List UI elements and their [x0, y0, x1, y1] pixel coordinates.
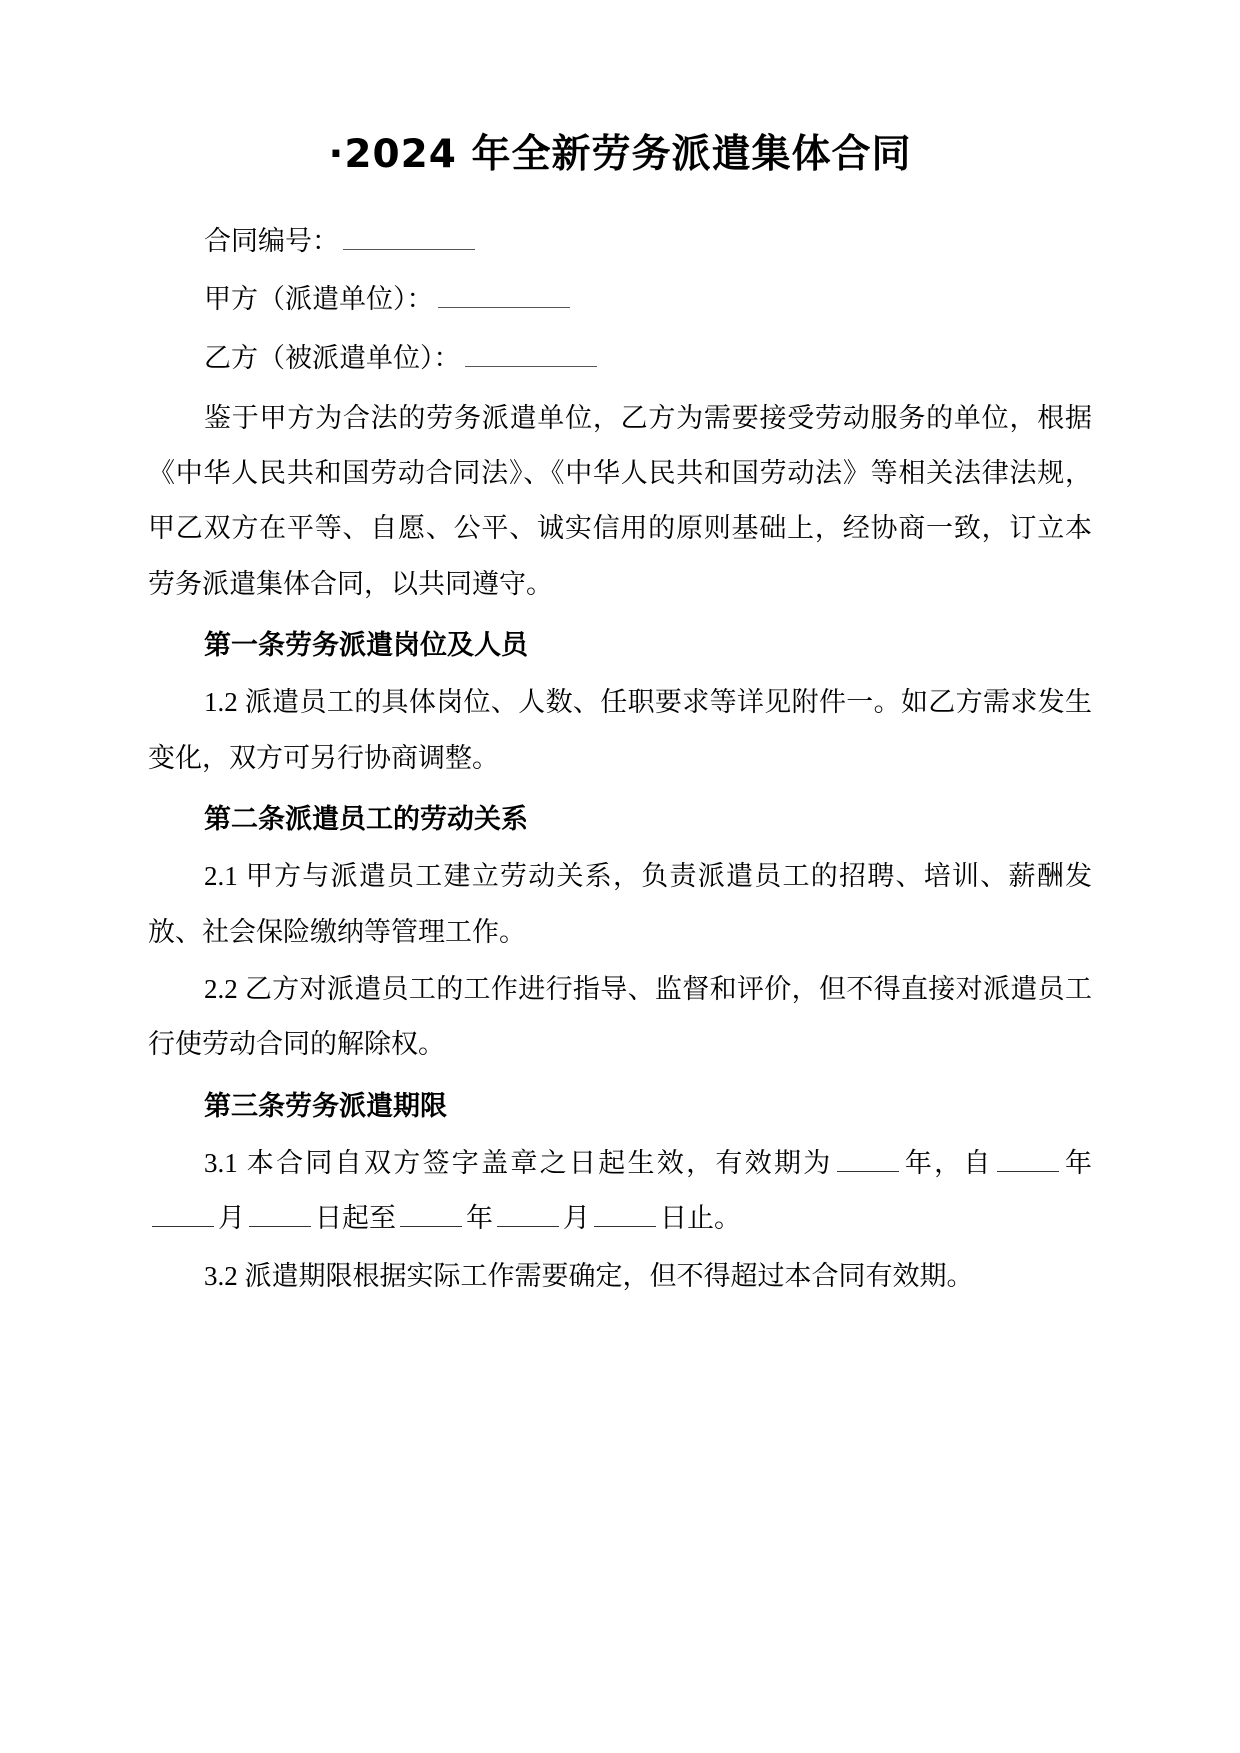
- section-1-heading: 第一条劳务派遣岗位及人员: [204, 629, 528, 661]
- field-party-b-input[interactable]: [465, 366, 597, 367]
- section-2-paragraph-2: 2.2 乙方对派遣员工的工作进行指导、监督和评价，但不得直接对派遣员工行使劳动合同的解除权。: [148, 974, 1092, 1060]
- term-end-year-input[interactable]: [400, 1226, 462, 1227]
- field-party-b-label: 乙方（被派遣单位）：: [204, 342, 461, 373]
- section-3-paragraph-2: 3.2 派遣期限根据实际工作需要确定，但不得超过本合同有效期。: [204, 1260, 974, 1291]
- field-party-a: [148, 273, 1092, 326]
- term-text-3: 年: [1062, 1148, 1093, 1179]
- term-end-month-input[interactable]: [497, 1226, 559, 1227]
- field-contract-number-input[interactable]: [343, 249, 475, 250]
- section-2-paragraph-1: 2.1 甲方与派遣员工建立劳动关系，负责派遣员工的招聘、培训、薪酬发放、社会保险缴纳等管理工作。: [148, 861, 1092, 947]
- preamble-paragraph: 鉴于甲方为合法的劳务派遣单位，乙方为需要接受劳动服务的单位，根据《中华人民共和国劳动合同法》、《中华人民共和国劳动法》等相关法律法规，甲乙双方在平等、自愿、公平、诚实信用的原则基础上，经协商一致，订立本劳务派遣集体合同，以共同遵守。: [148, 402, 1092, 599]
- field-contract-number-label: 合同编号：: [204, 225, 339, 256]
- term-start-month-input[interactable]: [152, 1226, 214, 1227]
- term-text-7: 月: [563, 1203, 590, 1234]
- field-party-a-input[interactable]: [438, 307, 570, 308]
- field-party-b: [148, 332, 1092, 385]
- field-party-a-label: 甲方（派遣单位）：: [204, 284, 434, 315]
- section-3-heading: 第三条劳务派遣期限: [204, 1090, 447, 1122]
- term-text-2: 年，自: [902, 1148, 993, 1179]
- term-text-5: 日起至: [315, 1203, 396, 1234]
- section-1-paragraph-1: 1.2 派遣员工的具体岗位、人数、任职要求等详见附件一。如乙方需求发生变化，双方可另行协商调整。: [148, 687, 1092, 773]
- term-years-input[interactable]: [837, 1171, 899, 1172]
- section-3-term-paragraph: [148, 1136, 1092, 1247]
- term-start-day-input[interactable]: [249, 1226, 311, 1227]
- term-text-4: 月: [218, 1203, 245, 1234]
- term-text-8: 日止。: [660, 1203, 741, 1234]
- term-text-1: 3.1 本合同自双方签字盖章之日起生效，有效期为: [204, 1148, 833, 1179]
- term-end-day-input[interactable]: [594, 1226, 656, 1227]
- section-2-heading: 第二条派遣员工的劳动关系: [204, 804, 528, 836]
- term-start-year-input[interactable]: [997, 1171, 1059, 1172]
- page-title: ·2024 年全新劳务派遣集体合同: [328, 132, 912, 177]
- term-text-6: 年: [466, 1203, 493, 1234]
- field-contract-number: [148, 215, 1092, 268]
